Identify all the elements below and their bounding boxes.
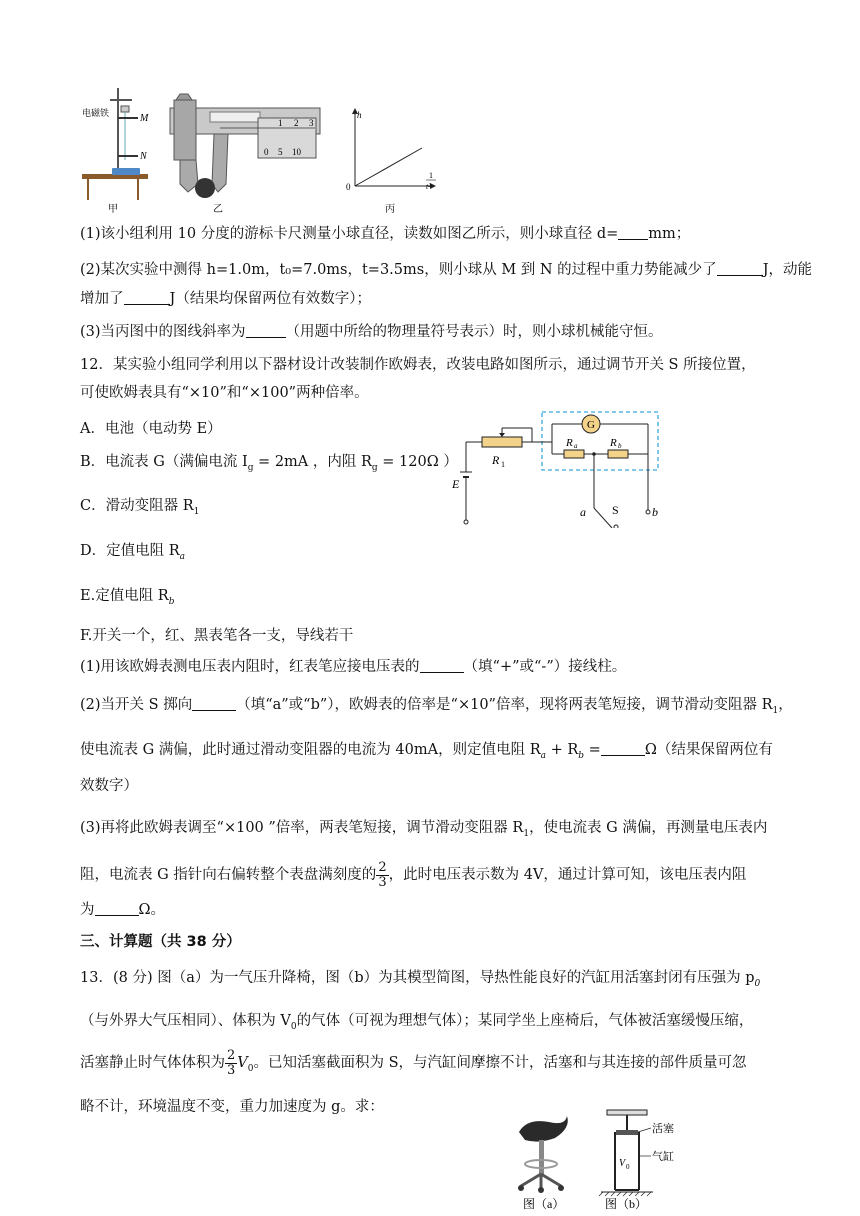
fraction-two-thirds: $\frac{2}{3}$ xyxy=(378,859,387,890)
q12-part2-line2: 使电流表 G 满偏，此时通过滑动变阻器的电流为 40mA，则定值电阻 $R_a + R_b = \Omega$（结果保留两位有 xyxy=(80,742,773,761)
q11-blank-slope[interactable] xyxy=(246,323,286,338)
q12-blank-terminal[interactable] xyxy=(420,658,464,673)
q12-blank-switch[interactable] xyxy=(192,696,236,711)
r1-label: R xyxy=(492,453,500,467)
q11-part2-line2: 增加了 J（结果均保留两位有效数字）； xyxy=(80,291,372,307)
caliper-vernier-10: 10 xyxy=(292,147,301,157)
cylinder-model xyxy=(599,1110,674,1211)
q11-part2-line1: (2)某次实验中测得 h=1.0m，t₀=7.0ms，t=3.5ms，则小球从 M 到 N 的过程中重力势能减少了 J，动能 xyxy=(80,262,812,278)
caliper-main-1: 1 xyxy=(278,118,283,128)
label-N: N xyxy=(140,151,147,162)
q13-line3: 活塞静止时气体体积为 $\frac{2}{3}$ $V_0$。已知活塞截面积为 S，与汽缸间摩擦不计，活塞和与其连接的部件质量可忽 xyxy=(80,1047,747,1078)
q13-line2: （与外界大气压相同）、体积为 $V_0$的气体（可视为理想气体）；某同学坐上座椅后，气体被活塞缓慢压缩， xyxy=(80,1013,754,1032)
q11-part1: (1)该小组利用 10 分度的游标卡尺测量小球直径，读数如图乙所示，则小球直径 d= mm； xyxy=(80,226,691,242)
q12-circuit-diagram xyxy=(452,408,672,528)
galvanometer-label: G xyxy=(587,419,595,431)
graph-x-den: t² xyxy=(426,182,431,191)
fraction-two-thirds-volume: $\frac{2}{3}$ xyxy=(227,1047,236,1078)
top-figures xyxy=(80,88,460,220)
switch-b-label: b xyxy=(652,505,658,519)
q12-part1: (1)用该欧姆表测电压表内阻时，红表笔应接电压表的 （填“+”或“-”）接线柱。 xyxy=(80,659,627,675)
graph-x-num: 1 xyxy=(429,171,433,180)
q12-item-B: B．电流表 G（满偏电流 $I_g = 2mA$ ，内阻 $R_g = 120\Omega$ ） xyxy=(80,454,458,473)
r1-resistor xyxy=(482,437,522,447)
v0-sub: 0 xyxy=(626,1163,630,1171)
figure-bing-label: 丙 xyxy=(385,204,395,215)
q12-part3-line3: 为 Ω。 xyxy=(80,902,166,918)
ra-sub: a xyxy=(574,442,578,450)
q13-line1: 13．(8 分) 图（a）为一气压升降椅，图（b）为其模型简图，导热性能良好的汽缸用活塞封闭有压强为 $p_0$ xyxy=(80,970,761,989)
graph-origin: 0 xyxy=(346,182,351,192)
rb-sub: b xyxy=(618,442,622,450)
q12-blank-voltmeter-resistance[interactable] xyxy=(95,901,139,916)
ra-label: R xyxy=(566,437,573,449)
q11-part3: (3)当丙图中的图线斜率为 （用题中所给的物理量符号表示）时，则小球机械能守恒。 xyxy=(80,324,663,340)
figure-jia-apparatus xyxy=(82,88,149,215)
q12-part3-line1: (3)再将此欧姆表调至“×100 ”倍率，两表笔短接，调节滑动变阻器 $R_1$，使电流表 G 满偏，再测量电压表内 xyxy=(80,820,768,839)
figure-jia-label: 甲 xyxy=(108,204,118,215)
fig-a-label: 图（a） xyxy=(523,1197,565,1211)
label-M: M xyxy=(140,113,149,124)
fig-b-label: 图（b） xyxy=(605,1197,648,1211)
q12-part3-line2: 阻，电流表 G 指针向右偏转整个表盘满刻度的 $\frac{2}{3}$ ，此时电压表示数为 4V，通过计算可知，该电压表内阻 xyxy=(80,859,747,890)
q12-intro-line1: 12．某实验小组同学利用以下器材设计改装制作欧姆表，改装电路如图所示，通过调节开关 S 所接位置， xyxy=(80,357,756,373)
electromagnet-label: 电磁铁 xyxy=(82,108,110,118)
caliper-vernier-0: 0 xyxy=(264,147,269,157)
q12-intro-line2: 可使欧姆表具有“×10”和“×100”两种倍率。 xyxy=(80,385,369,401)
stool-illustration xyxy=(518,1116,568,1211)
figure-yi-caliper xyxy=(170,94,320,215)
graph-y-label: h xyxy=(357,110,362,120)
figure-bing-graph xyxy=(346,108,436,215)
caliper-vernier-5: 5 xyxy=(278,147,283,157)
q12-item-D: D．定值电阻 $R_a$ xyxy=(80,543,186,562)
q12-item-C: C．滑动变阻器 $R_1$ xyxy=(80,498,200,517)
caliper-main-3: 3 xyxy=(309,118,314,128)
q12-blank-resistance[interactable] xyxy=(601,741,645,756)
section-title-calculation: 三、计算题（共 38 分） xyxy=(80,934,241,950)
q12-item-A: A．电池（电动势 E） xyxy=(80,421,222,437)
q11-blank-kinetic[interactable] xyxy=(124,290,170,305)
switch-a-label: a xyxy=(580,505,586,519)
q13-figures xyxy=(505,1108,705,1212)
q13-line4: 略不计，环境温度不变，重力加速度为 g。求： xyxy=(80,1099,384,1115)
battery-label: E xyxy=(452,477,460,491)
rb-label: R xyxy=(610,437,617,449)
q12-part2-line3: 效数字） xyxy=(80,778,138,794)
q12-part2-line1: (2)当开关 S 掷向 （填“a”或“b”），欧姆表的倍率是“×10”倍率，现将两表笔短接，调节滑动变阻器 $R_1$， xyxy=(80,697,793,716)
figure-yi-label: 乙 xyxy=(213,204,223,215)
switch-label: S xyxy=(612,503,619,517)
rb-resistor xyxy=(608,450,628,458)
cylinder-label: 气缸 xyxy=(652,1151,674,1163)
q11-blank-diameter[interactable] xyxy=(618,225,648,240)
ra-resistor xyxy=(564,450,584,458)
q11-blank-potential[interactable] xyxy=(717,261,763,276)
v0-label: V xyxy=(619,1158,626,1169)
piston-label: 活塞 xyxy=(652,1123,674,1135)
q12-item-E: E.定值电阻 $R_b$ xyxy=(80,588,175,607)
caliper-main-2: 2 xyxy=(294,118,299,128)
q12-item-F: F.开关一个，红、黑表笔各一支，导线若干 xyxy=(80,628,354,644)
r1-sub: 1 xyxy=(501,460,505,469)
